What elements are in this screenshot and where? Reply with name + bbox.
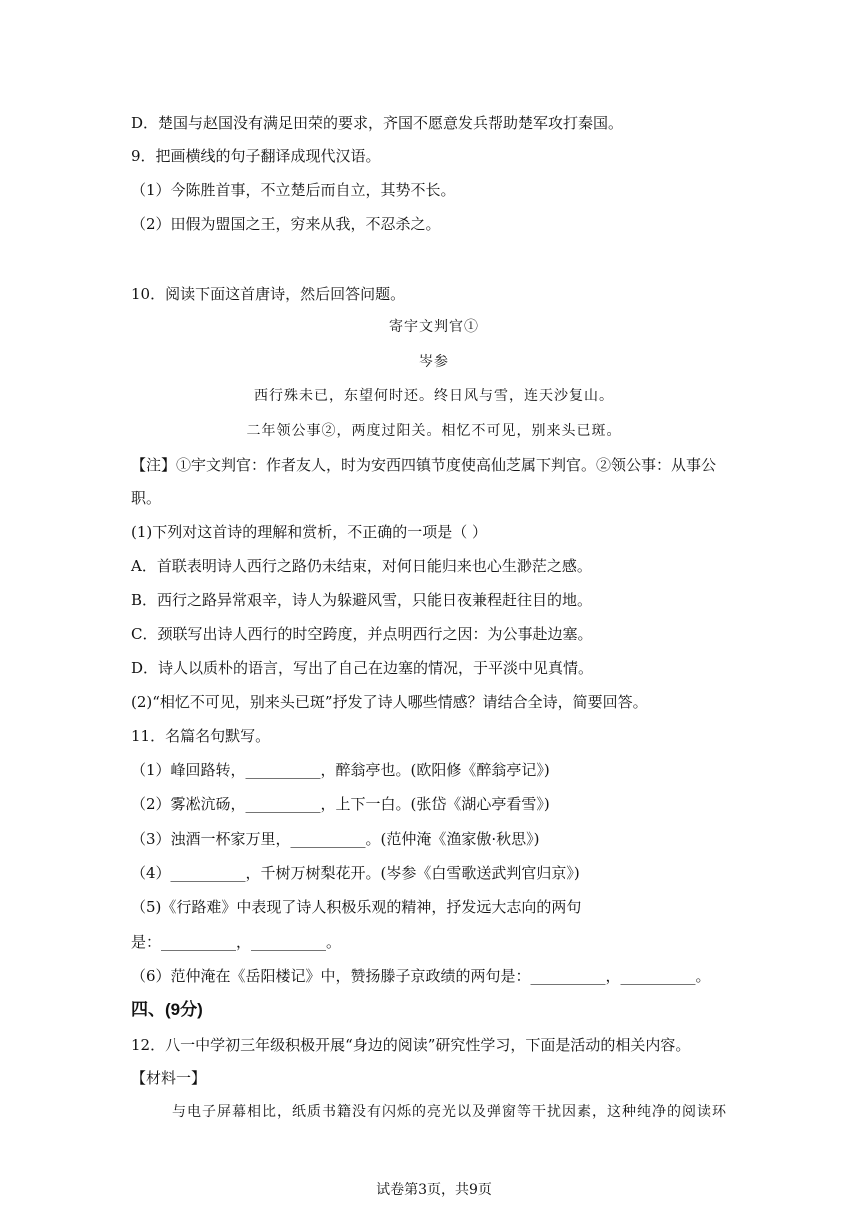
question-11-item-5-line-1: （5)《行路难》中表现了诗人积极乐观的精神，抒发远大志向的两句: [131, 898, 582, 916]
poem-line-2: 二年领公事②，两度过阳关。相忆不可见，别来头已斑。: [246, 423, 622, 439]
question-10: 10．阅读下面这首唐诗，然后回答问题。: [131, 285, 406, 303]
material-1-heading: 【材料一】: [131, 1069, 207, 1087]
poem-line-1: 西行殊未已，东望何时还。终日风与雪，连天沙复山。: [254, 388, 614, 404]
question-10-part-1: (1)下列对这首诗的理解和赏析，不正确的一项是（ ）: [131, 523, 488, 541]
page-footer: 试卷第3页，共9页: [376, 1182, 492, 1198]
poem-title: 寄宇文判官①: [389, 319, 479, 335]
question-11: 11．名篇名句默写。: [131, 727, 271, 745]
poem-note-line-2: 职。: [131, 489, 162, 507]
poem-note-line-1: 【注】①宇文判官：作者友人，时为安西四镇节度使高仙芝属下判官。②领公事：从事公: [131, 456, 717, 474]
question-10-option-d: D．诗人以质朴的语言，写出了自己在边塞的情况，于平淡中见真情。: [131, 659, 594, 677]
poem-author: 岑参: [419, 354, 449, 370]
question-11-item-6: （6）范仲淹在《岳阳楼记》中，赞扬滕子京政绩的两句是：__________，__________。: [131, 967, 711, 985]
question-11-item-2: （2）雾凇沆砀，__________，上下一白。(张岱《湖心亭看雪》): [131, 795, 550, 813]
question-11-item-1: （1）峰回路转，__________，醉翁亭也。(欧阳修《醉翁亭记》): [131, 761, 550, 779]
question-12: 12．八一中学初三年级积极开展“身边的阅读”研究性学习，下面是活动的相关内容。: [131, 1036, 691, 1054]
question-10-option-b: B．西行之路异常艰辛，诗人为躲避风雪，只能日夜兼程赶往目的地。: [131, 591, 593, 609]
question-11-item-4: （4）__________，千树万树梨花开。(岑参《白雪歌送武判官归京》): [131, 864, 580, 882]
question-10-part-2: (2)“相忆不可见，别来头已斑”抒发了诗人哪些情感？请结合全诗，简要回答。: [131, 693, 648, 711]
section-heading-4: 四、(9分): [131, 1000, 203, 1019]
material-1-text: 与电子屏幕相比，纸质书籍没有闪烁的亮光以及弹窗等干扰因素，这种纯净的阅读环: [172, 1104, 727, 1120]
question-11-item-3: （3）浊酒一杯家万里，__________。(范仲淹《渔家傲·秋思》): [131, 830, 540, 848]
question-9-item-2: （2）田假为盟国之王，穷来从我，不忍杀之。: [131, 215, 441, 233]
question-10-option-c: C．颈联写出诗人西行的时空跨度，并点明西行之因：为公事赴边塞。: [131, 625, 593, 643]
question-10-option-a: A．首联表明诗人西行之路仍未结束，对何日能归来也心生渺茫之感。: [131, 557, 592, 575]
question-11-item-5-line-2: 是：__________，__________。: [131, 933, 342, 951]
option-d: D．楚国与赵国没有满足田荣的要求，齐国不愿意发兵帮助楚军攻打秦国。: [131, 114, 624, 132]
question-9-item-1: （1）今陈胜首事，不立楚后而自立，其势不长。: [131, 181, 456, 199]
question-9: 9．把画横线的句子翻译成现代汉语。: [131, 147, 381, 165]
